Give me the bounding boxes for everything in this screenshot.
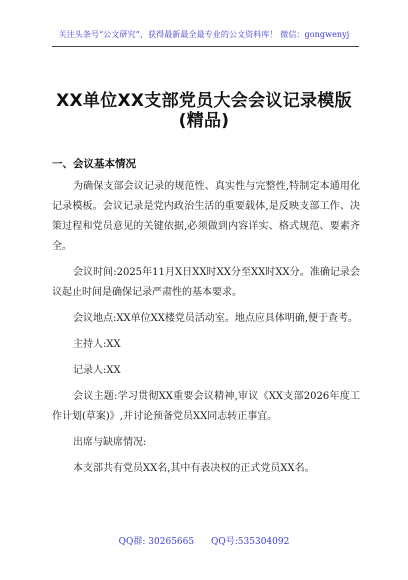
paragraph-host: 主持人:XX	[73, 339, 121, 350]
footer-qq-group: QQ群: 30265665	[118, 537, 195, 547]
paragraph-intro: 为确保支部会议记录的规范性、真实性与完整性,特制定本通用化记录模板。会议记录是党内政治生活的重要载体,是反映支部工作、决策过程和党员意见的关键依据,必须做到内容详实、格式规范、要素齐全。	[52, 181, 360, 252]
header-divider	[52, 46, 359, 47]
footer-contact	[0, 534, 408, 547]
document-title: XX单位XX支部党员大会会议记录模版	[56, 91, 352, 111]
paragraph-recorder: 记录人:XX	[73, 365, 121, 376]
paragraph-attendance-count: 本支部共有党员XX名,其中有表决权的正式党员XX名。	[73, 463, 315, 474]
document-body	[52, 177, 360, 485]
document-title-suffix: (精品)	[178, 111, 230, 131]
section-heading: 一、会议基本情况	[52, 158, 136, 170]
paragraph-attendance-heading: 出席与缺席情况:	[73, 437, 147, 448]
footer-qq-number: QQ号:535304092	[211, 537, 290, 547]
paragraph-meeting-topic: 会议主题:学习贯彻XX重要会议精神,审议《XX支部2026年度工作计划(草案)》,并讨论预备党员XX同志转正事宜。	[52, 391, 360, 422]
header-promo-text: 关注头条号“公文研究”，获得最新最全最专业的公文资料库！ 微信：gongwenyj	[58, 30, 350, 39]
paragraph-meeting-place: 会议地点:XX单位XX楼党员活动室。地点应具体明确,便于查考。	[73, 313, 359, 324]
paragraph-meeting-time: 会议时间:2025年11月X日XX时XX分至XX时XX分。准确记录会议起止时间是确保记录严肃性的基本要求。	[52, 267, 360, 298]
